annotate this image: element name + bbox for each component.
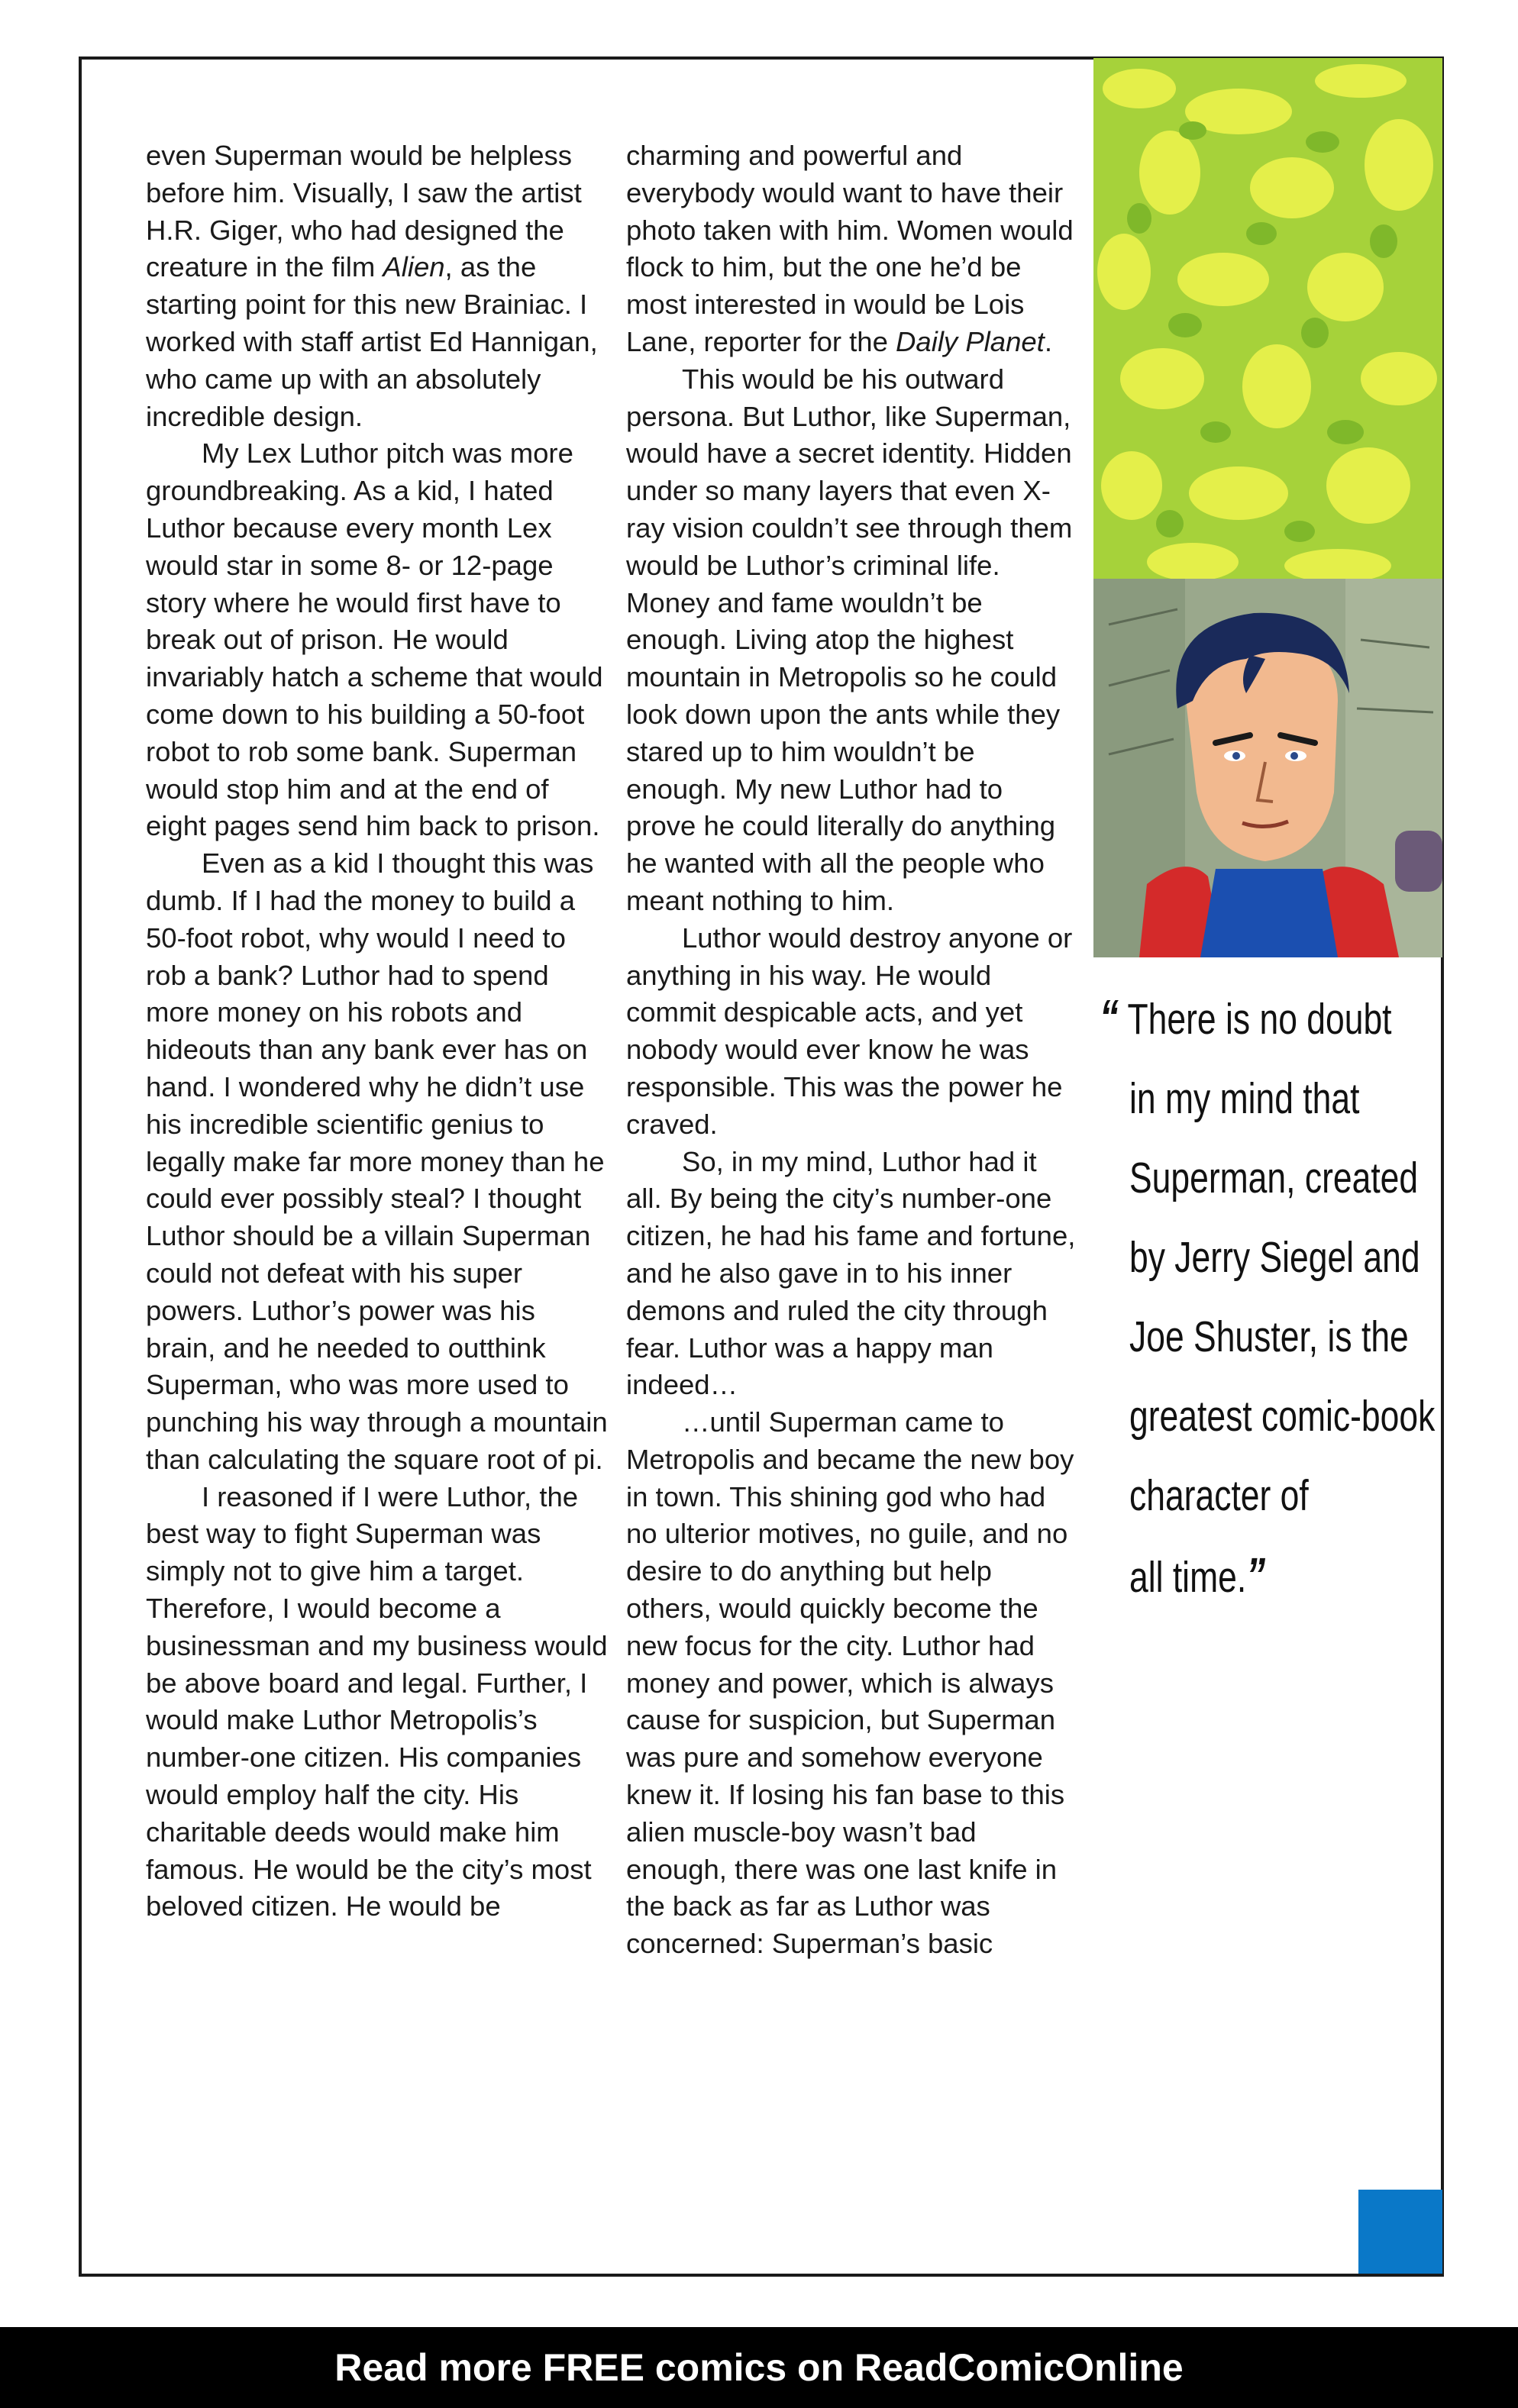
pull-quote-line: in my mind that [1129,1074,1360,1123]
paragraph: My Lex Luthor pitch was more groundbreaking. As a kid, I hated Luthor because every month Lex would star in some 8- or 12-page story where he would first have to break out of prison. He would invariably hatch a scheme that would come down to his building a 50-foot robot to rob some bank. Superman would stop him and at the end of eight pages send him back to prison. [146,437,603,842]
paragraph: I reasoned if I were Luthor, the best way to fight Superman was simply not to give him a target. Therefore, I would become a businessman and my business would be above board and legal. Further, I would make Luthor Metropolis’s number-one citizen. His companies would employ half the city. His charitable deeds would make him famous. He would be the city’s most beloved citizen. He would be [146,1480,608,1922]
pull-quote-line: all time.” [1129,1548,1266,1603]
paragraph: This would be his outward persona. But Luthor, like Superman, would have a secret identity. Hidden under so many layers that even X-ray vision couldn’t see through them would be Luthor’s criminal life. Money and fame wouldn’t be enough. Living atop the highest mountain in Metropolis so he could look down upon the ants while they stared up to him wouldn’t be enough. My new Luthor had to prove he could literally do anything he wanted with all the people who meant nothing to him. [626,363,1073,916]
page-corner-tab [1358,2190,1442,2274]
open-quote-mark: “ [1100,989,1119,1044]
paragraph: Even as a kid I thought this was dumb. If I had the money to build a 50-foot robot, why would I need to rob a bank? Luthor had to spend more money on his robots and hideouts than any bank ever has on hand. I wondered why he didn’t use his incredible scientific genius to legally make far more money than he could ever possibly steal? I thought Luthor should be a villain Superman could not defeat with his super powers. Luthor’s power was his brain, and he needed to outthink Superman, who was more used to punching his way through a mountain than calculating the square root of pi. [146,847,608,1475]
footer-banner[interactable] [0,2327,1518,2408]
green-texture-image [1093,58,1442,579]
paragraph: Luthor would destroy anyone or anything in his way. He would commit despicable acts, and yet nobody would ever know he was responsible. This was the power he craved. [626,922,1073,1140]
pull-quote-line: Superman, created [1129,1154,1419,1202]
footer-link[interactable]: Read more FREE comics on ReadComicOnline [334,2346,1184,2389]
pull-quote-line: Joe Shuster, is the [1129,1312,1409,1361]
paragraph: charming and powerful and everybody would want to have their photo taken with him. Women would flock to him, but the one he’d be most interested in would be Lois Lane, reporter for the Daily Planet. [626,140,1074,357]
article-column-middle [626,137,1077,1963]
pull-quote-line: greatest comic-book [1129,1392,1436,1441]
paragraph: even Superman would be helpless before him. Visually, I saw the artist H.R. Giger, who had designed the creature in the film Alien, as the starting point for this new Brainiac. I worked with staff artist Ed Hannigan, who came up with an absolutely incredible design. [146,140,598,432]
paragraph: …until Superman came to Metropolis and became the new boy in town. This shining god who had no ulterior motives, no guile, and no desire to do anything but help others, would quickly become the new focus for the city. Luthor had money and power, which is always cause for suspicion, but Superman was pure and somehow everyone knew it. If losing his fan base to this alien muscle-boy wasn’t bad enough, there was one last knife in the back as far as Luthor was concerned: Superman’s basic [626,1406,1074,1960]
newspaper-title: Daily Planet [896,325,1045,357]
paragraph: So, in my mind, Luthor had it all. By being the city’s number-one citizen, he had his fame and fortune, and he also gave in to his inner demons and ruled the city through fear. Luthor was a happy man indeed… [626,1145,1076,1401]
pull-quote-line: by Jerry Siegel and [1129,1233,1420,1282]
article-column-left [146,137,608,1925]
pull-quote-line: “ There is no doubt [1100,989,1392,1044]
pull-quote-line: character of [1129,1471,1309,1520]
film-title: Alien [383,251,445,283]
close-quote-mark: ” [1246,1548,1266,1603]
pull-quote [1100,977,1436,1617]
superman-portrait-image [1093,579,1442,957]
